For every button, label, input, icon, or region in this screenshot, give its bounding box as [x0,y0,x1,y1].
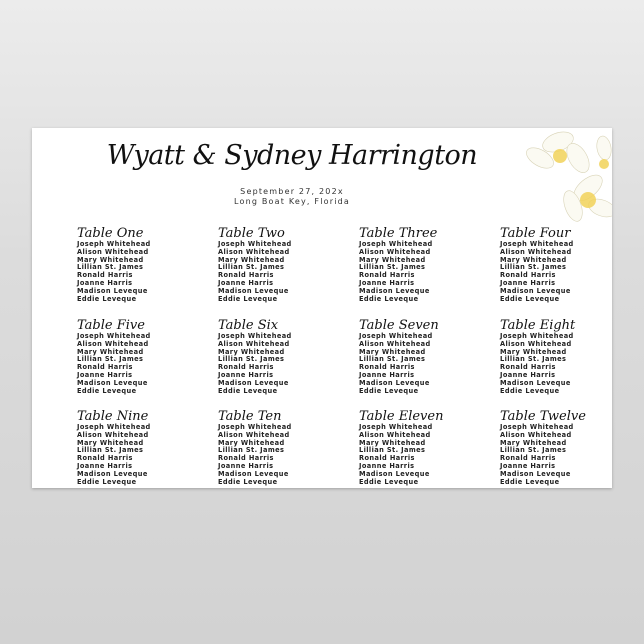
guest-name: Lillian St. James [359,355,426,364]
guest-name: Eddie Leveque [218,294,278,303]
guest-name: Lillian St. James [359,446,426,455]
guest-name: Joanne Harris [218,370,274,379]
table-heading: Table One [77,226,144,241]
guest-name: Madison Leveque [218,469,289,478]
table-heading: Table Six [218,318,279,333]
guest-name: Lillian St. James [359,263,426,272]
guest-name: Mary Whitehead [218,255,285,264]
guest-name: Eddie Leveque [77,294,137,303]
guest-name: Joanne Harris [77,370,133,379]
guest-name: Eddie Leveque [77,386,137,395]
guest-name: Mary Whitehead [77,438,144,447]
guest-name: Alison Whitehead [218,430,290,439]
guest-name: Mary Whitehead [500,347,567,356]
guest-name: Mary Whitehead [77,255,144,264]
table-block [500,226,620,303]
guest-name: Mary Whitehead [359,347,426,356]
guest-name: Joseph Whitehead [77,240,151,248]
guest-name: Joanne Harris [359,370,415,379]
guest-name: Eddie Leveque [218,477,278,486]
guest-name: Ronald Harris [359,363,415,372]
guest-name: Ronald Harris [359,454,415,463]
table-heading: Table Eleven [359,409,444,424]
guest-name: Alison Whitehead [500,339,572,348]
guest-name: Alison Whitehead [77,339,149,348]
guest-name: Joseph Whitehead [359,332,433,340]
guest-name: Alison Whitehead [218,339,290,348]
guest-name: Mary Whitehead [359,438,426,447]
guest-name: Joanne Harris [77,461,133,470]
guest-name: Eddie Leveque [500,477,560,486]
guest-name: Eddie Leveque [77,477,137,486]
guest-name: Ronald Harris [218,454,274,463]
guest-name: Alison Whitehead [77,430,149,439]
guest-name: Joseph Whitehead [77,332,151,340]
table-heading: Table Five [77,318,145,333]
guest-name: Ronald Harris [77,454,133,463]
table-block [218,409,338,486]
table-block [77,226,197,303]
table-block [500,409,620,486]
guest-name: Eddie Leveque [218,386,278,395]
guest-name: Joseph Whitehead [77,423,151,431]
table-heading: Table Ten [218,409,282,424]
guest-name: Eddie Leveque [359,386,419,395]
guest-name: Lillian St. James [77,446,144,455]
guest-name: Madison Leveque [359,469,430,478]
guest-name: Joanne Harris [359,278,415,287]
guest-name: Eddie Leveque [359,294,419,303]
guest-name: Madison Leveque [359,286,430,295]
guest-name: Ronald Harris [500,454,556,463]
table-block [218,226,338,303]
guest-name: Ronald Harris [500,363,556,372]
guest-name: Madison Leveque [500,469,571,478]
guest-name: Alison Whitehead [500,247,572,256]
table-heading: Table Two [218,226,285,241]
guest-name: Mary Whitehead [218,347,285,356]
guest-name: Joseph Whitehead [218,423,292,431]
guest-name: Lillian St. James [77,263,144,272]
table-block [359,318,479,395]
guest-name: Ronald Harris [77,271,133,280]
guest-name: Mary Whitehead [500,438,567,447]
couple-names-title: Wyatt & Sydney Harrington [106,140,478,171]
table-heading: Table Seven [359,318,439,333]
guest-name: Lillian St. James [218,446,285,455]
table-block [359,409,479,486]
table-heading: Table Four [500,226,571,241]
guest-name: Ronald Harris [218,271,274,280]
guest-name: Alison Whitehead [359,247,431,256]
guest-name: Joseph Whitehead [500,423,574,431]
table-heading: Table Eight [500,318,576,333]
guest-name: Madison Leveque [77,286,148,295]
guest-name: Joanne Harris [77,278,133,287]
guest-name: Mary Whitehead [359,255,426,264]
guest-name: Madison Leveque [77,378,148,387]
guest-name: Madison Leveque [218,286,289,295]
table-block [77,409,197,486]
guest-name: Joanne Harris [500,461,556,470]
guest-name: Alison Whitehead [500,430,572,439]
table-block [500,318,620,395]
guest-name: Lillian St. James [500,263,567,272]
guest-name: Joseph Whitehead [500,332,574,340]
guest-name: Mary Whitehead [218,438,285,447]
event-date: September 27, 202x [240,187,344,196]
event-location: Long Boat Key, Florida [233,197,351,206]
guest-name: Joanne Harris [218,461,274,470]
guest-name: Alison Whitehead [218,247,290,256]
guest-name: Madison Leveque [500,286,571,295]
guest-name: Joanne Harris [500,370,556,379]
table-heading: Table Twelve [500,409,586,424]
guest-name: Alison Whitehead [359,339,431,348]
seating-chart-poster [32,128,612,488]
guest-name: Ronald Harris [359,271,415,280]
plumeria-flower-decoration [518,128,612,222]
guest-name: Madison Leveque [359,378,430,387]
guest-name: Lillian St. James [500,446,567,455]
guest-name: Joseph Whitehead [218,332,292,340]
guest-name: Eddie Leveque [500,386,560,395]
guest-name: Lillian St. James [218,355,285,364]
guest-name: Joseph Whitehead [359,240,433,248]
guest-name: Ronald Harris [77,363,133,372]
guest-name: Eddie Leveque [500,294,560,303]
table-block [359,226,479,303]
guest-name: Mary Whitehead [77,347,144,356]
guest-name: Lillian St. James [77,355,144,364]
guest-name: Alison Whitehead [359,430,431,439]
guest-name: Madison Leveque [500,378,571,387]
guest-name: Madison Leveque [77,469,148,478]
guest-name: Lillian St. James [218,263,285,272]
guest-name: Eddie Leveque [359,477,419,486]
guest-name: Mary Whitehead [500,255,567,264]
guest-name: Ronald Harris [218,363,274,372]
guest-name: Alison Whitehead [77,247,149,256]
guest-name: Joseph Whitehead [218,240,292,248]
guest-name: Joanne Harris [218,278,274,287]
guest-name: Joanne Harris [359,461,415,470]
guest-name: Madison Leveque [218,378,289,387]
guest-name: Lillian St. James [500,355,567,364]
table-block [77,318,197,395]
guest-name: Joanne Harris [500,278,556,287]
guest-name: Ronald Harris [500,271,556,280]
guest-name: Joseph Whitehead [500,240,574,248]
table-block [218,318,338,395]
table-heading: Table Nine [77,409,149,424]
table-heading: Table Three [359,226,438,241]
guest-name: Joseph Whitehead [359,423,433,431]
